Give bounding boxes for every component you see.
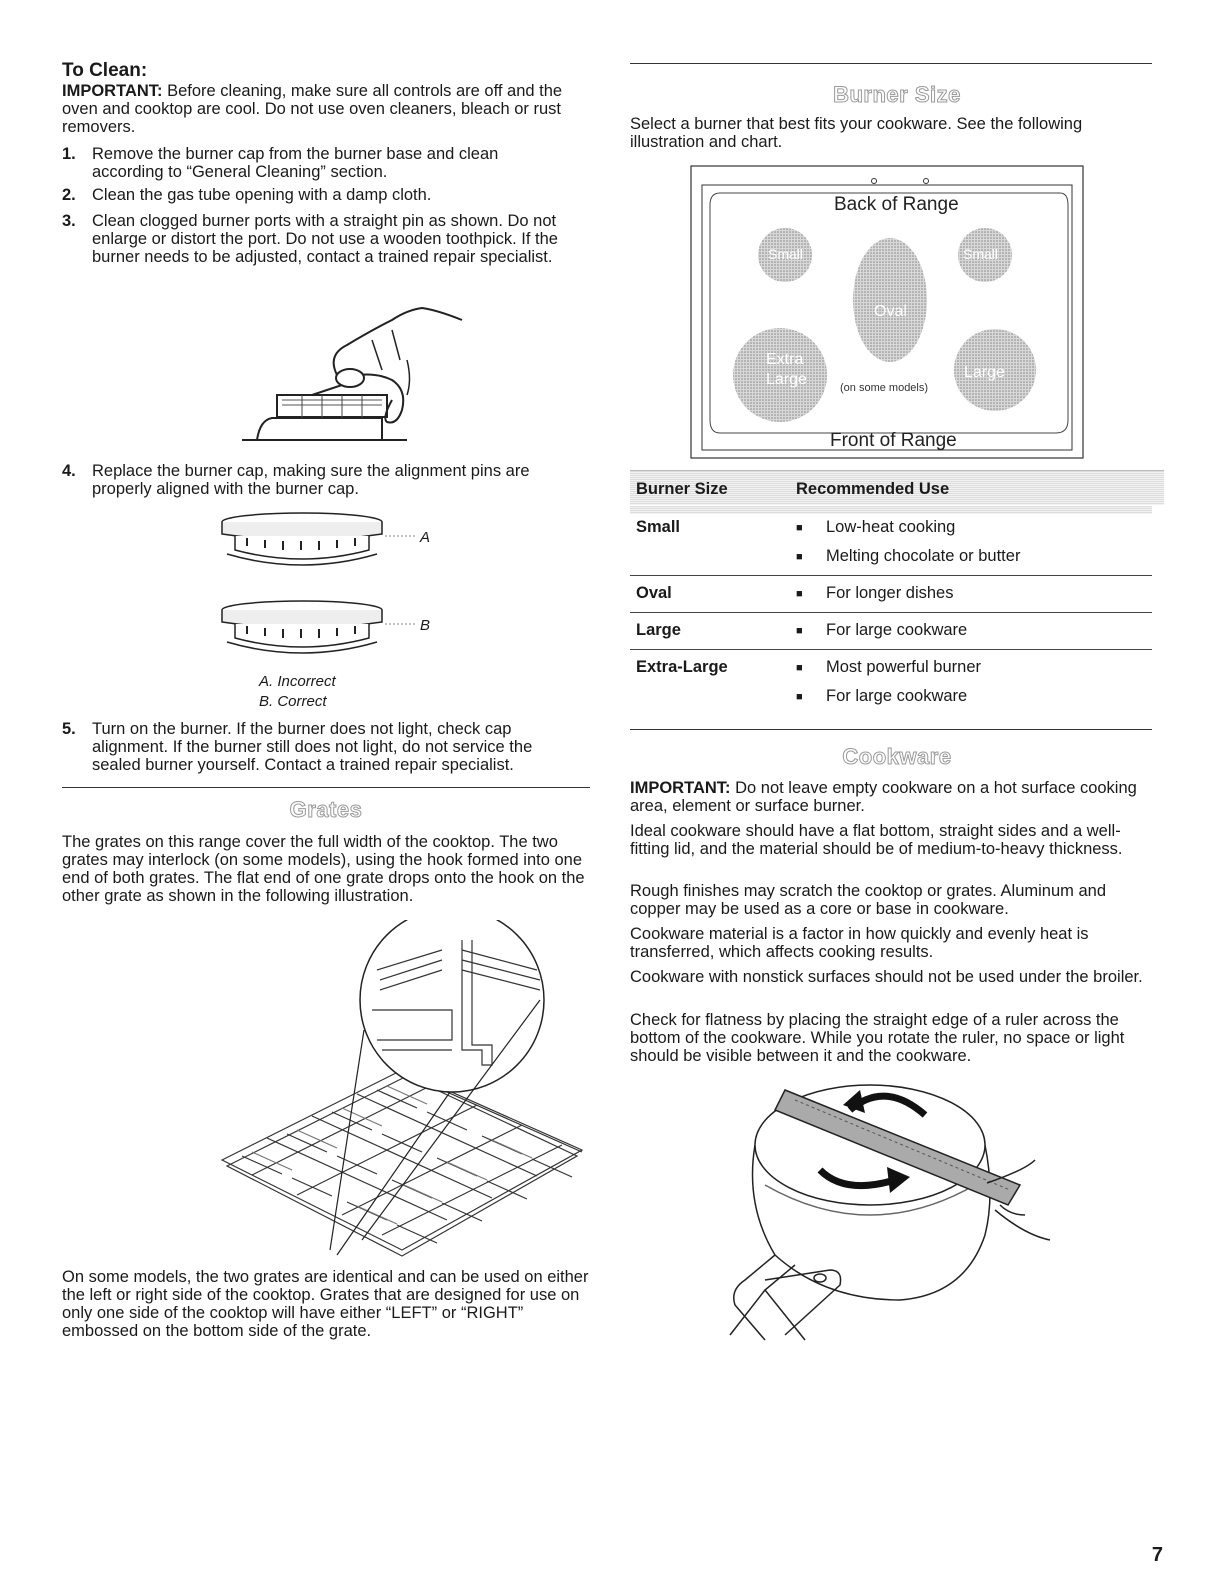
back-of-range-label: Back of Range — [834, 194, 959, 215]
bullet-icon: ■ — [796, 551, 803, 563]
some-models-label: (on some models) — [840, 382, 929, 394]
section-divider — [630, 63, 1152, 64]
bullet-icon: ■ — [796, 662, 803, 674]
to-clean-heading: To Clean: — [62, 60, 148, 81]
row-name: Small — [636, 518, 681, 536]
step-text: Clean the gas tube opening with a damp cloth. — [92, 186, 432, 204]
step-number: 5. — [62, 720, 76, 738]
grates-illustration — [152, 920, 592, 1265]
front-of-range-label: Front of Range — [830, 430, 957, 451]
cookware-para-1: Ideal cookware should have a flat bottom, straight sides and a well-fitting lid, and the material should be of medium-to-heavy thickness. — [630, 822, 1123, 858]
cookware-important-text: Do not leave empty cookware on a hot surface cooking area, element or surface burner. — [630, 779, 1137, 815]
step-text: Clean clogged burner ports with a straight pin as shown. Do not enlarge or distort the port. Do not use a wooden toothpick. If the burner needs to be adjusted, contact a trained repair specialist. — [92, 212, 558, 266]
small-left-label: Small — [768, 246, 804, 262]
grates-title: Grates — [289, 797, 363, 822]
col-burner-size: Burner Size — [636, 480, 728, 498]
pin-cleaning-illustration — [232, 300, 492, 445]
row-use: For large cookware — [826, 687, 968, 705]
table-row-small — [630, 514, 1164, 574]
important-text: Before cleaning, make sure all controls are off and the oven and cooktop are cool. Do not use oven cleaners, bleach or rust removers. — [62, 82, 563, 136]
step-number: 4. — [62, 462, 76, 480]
caption-b: B. Correct — [259, 693, 327, 710]
cookware-para-5: Check for flatness by placing the straight edge of a ruler across the bottom of the cookware. While you rotate the ruler, no space or light should be visible between it and the cookware. — [630, 1011, 1125, 1065]
large-label: Large — [964, 364, 1005, 381]
cookware-para-4: Cookware with nonstick surfaces should not be used under the broiler. — [630, 968, 1143, 986]
cookware-important-label: IMPORTANT: — [630, 779, 731, 797]
cookware-title: Cookware — [842, 744, 952, 769]
page-number: 7 — [1151, 1544, 1163, 1566]
step-text: Remove the burner cap from the burner base and clean according to “General Cleaning” section. — [92, 145, 499, 181]
cap-label-a: A — [420, 529, 431, 546]
pan-ruler-illustration — [725, 1075, 1055, 1355]
section-divider — [62, 787, 590, 788]
extra-large-label — [766, 350, 807, 390]
table-header-band — [630, 506, 1152, 514]
burner-oval — [853, 238, 927, 362]
step-text: Replace the burner cap, making sure the alignment pins are properly aligned with the burner cap. — [92, 462, 530, 498]
row-name: Extra-Large — [636, 658, 728, 676]
row-use: Low-heat cooking — [826, 518, 956, 536]
section-divider — [630, 729, 1152, 730]
table-row-large — [630, 612, 1152, 649]
grate-grid — [222, 1070, 582, 1256]
important-label: IMPORTANT: — [62, 82, 163, 100]
bullet-icon: ■ — [796, 522, 803, 534]
bullet-icon: ■ — [796, 691, 803, 703]
col-recommended-use: Recommended Use — [796, 480, 950, 498]
important-note — [62, 82, 582, 136]
burner-size-title: Burner Size — [833, 82, 961, 107]
step-number: 3. — [62, 212, 76, 230]
row-use: For large cookware — [826, 621, 968, 639]
bullet-icon: ■ — [796, 625, 803, 637]
cookware-para-3: Cookware material is a factor in how quickly and evenly heat is transferred, which affects cooking results. — [630, 925, 1089, 961]
cookware-para-2: Rough finishes may scratch the cooktop or grates. Aluminum and copper may be used as a core or base in cookware. — [630, 882, 1106, 918]
burner-cap-b — [222, 601, 417, 653]
bullet-icon: ■ — [796, 588, 803, 600]
step-text: Turn on the burner. If the burner does not light, check cap alignment. If the burner still does not light, do not service the sealed burner yourself. Contact a trained repair specialist. — [92, 720, 533, 774]
row-use: Most powerful burner — [826, 658, 981, 676]
row-use: For longer dishes — [826, 584, 954, 602]
extra-label-line1: Extra — [766, 351, 804, 368]
cookware-important — [630, 779, 1150, 815]
burner-intro: Select a burner that best fits your cookware. See the following illustration and chart. — [630, 115, 1083, 151]
burner-cap-a — [222, 513, 417, 565]
step-number: 2. — [62, 186, 76, 204]
table-row-extra-large — [630, 649, 1152, 710]
grates-paragraph-2: On some models, the two grates are identical and can be used on either the left or right side of the cooktop. Grates that are designed for use on only one side of the cooktop will have either “LEFT” or “RIGHT” embossed on the bottom side of the grate. — [62, 1268, 589, 1340]
oval-label: Oval — [874, 303, 907, 320]
extra-label-line2: Large — [766, 371, 807, 388]
burner-cap-illustration — [217, 510, 447, 660]
cap-label-b: B — [420, 617, 431, 634]
row-name: Large — [636, 621, 681, 639]
table-row-oval — [630, 575, 1152, 612]
row-use: Melting chocolate or butter — [826, 547, 1021, 565]
caption-a: A. Incorrect — [259, 673, 336, 690]
step-number: 1. — [62, 145, 76, 163]
detail-circle — [360, 920, 544, 1092]
grates-paragraph: The grates on this range cover the full width of the cooktop. The two grates may interlock (on some models), using the hook formed into one end of both grates. The flat end of one grate drops onto the hook on the other grate as shown in the following illustration. — [62, 833, 585, 905]
small-right-label: Small — [963, 246, 999, 262]
row-name: Oval — [636, 584, 672, 602]
burner-table-header — [630, 470, 1164, 505]
